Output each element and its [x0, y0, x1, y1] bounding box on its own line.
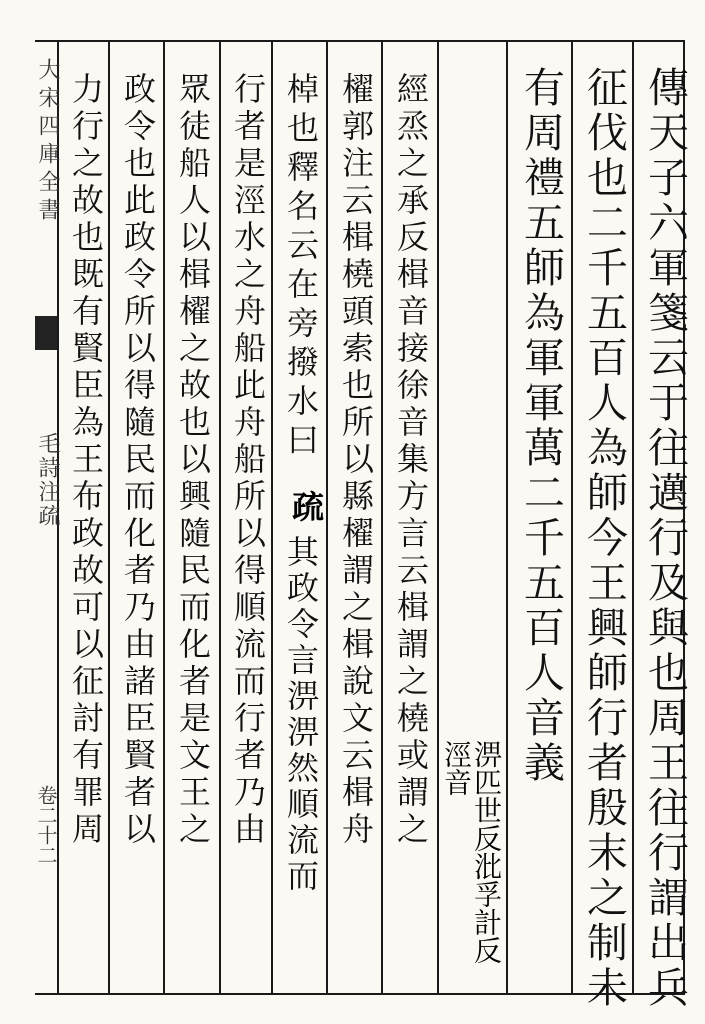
text-column-9: 眾徒船人以楫櫂之故也以興隨民而化者是文王之 [174, 72, 212, 849]
shu-marker: 疏 [287, 490, 325, 522]
double-line-note: 淠匹世反沘孚計反涇音 [440, 740, 503, 964]
text-column-3: 有周禮五師為軍軍萬二千五百人音義 [517, 66, 565, 786]
column-rule [271, 40, 273, 995]
text-column-2: 征伐也二千五百人為師今王興師行者殷末之制未 [580, 66, 628, 1011]
fish-tail-mark [35, 316, 57, 350]
column-rule [506, 40, 508, 995]
top-border [35, 40, 685, 42]
margin-top-title: 大宋四庫全書 [35, 58, 60, 226]
margin-juan-number: 卷二十二 [34, 785, 58, 865]
text-column-6b: 其政令言淠淠然順流而 [282, 535, 320, 895]
text-column-4: 經烝之承反楫音接徐音集方言云楫謂之橈或謂之 [392, 72, 430, 849]
text-column-10: 政令也此政令所以得隨民而化者乃由諸臣賢者以 [119, 72, 157, 849]
column-rule [437, 40, 439, 995]
text-column-11: 力行之故也既有賢臣為王布政故可以征討有罪周 [67, 72, 105, 849]
text-column-6a: 棹也釋名云在旁撥水曰 [282, 72, 320, 462]
text-column-1: 傳天子六軍箋云于往邁行及與也周王往行謂出兵 [641, 66, 689, 1011]
column-rule [163, 40, 165, 995]
column-rule [381, 40, 383, 995]
column-rule [219, 40, 221, 995]
column-rule [571, 40, 573, 995]
text-column-8: 行者是涇水之舟船此舟船所以得順流而行者乃由 [229, 72, 267, 849]
text-column-5: 櫂郭注云楫橈頭索也所以縣櫂謂之楫說文云楫舟 [337, 72, 375, 849]
margin-book-title: 毛詩注疏 [35, 432, 60, 528]
